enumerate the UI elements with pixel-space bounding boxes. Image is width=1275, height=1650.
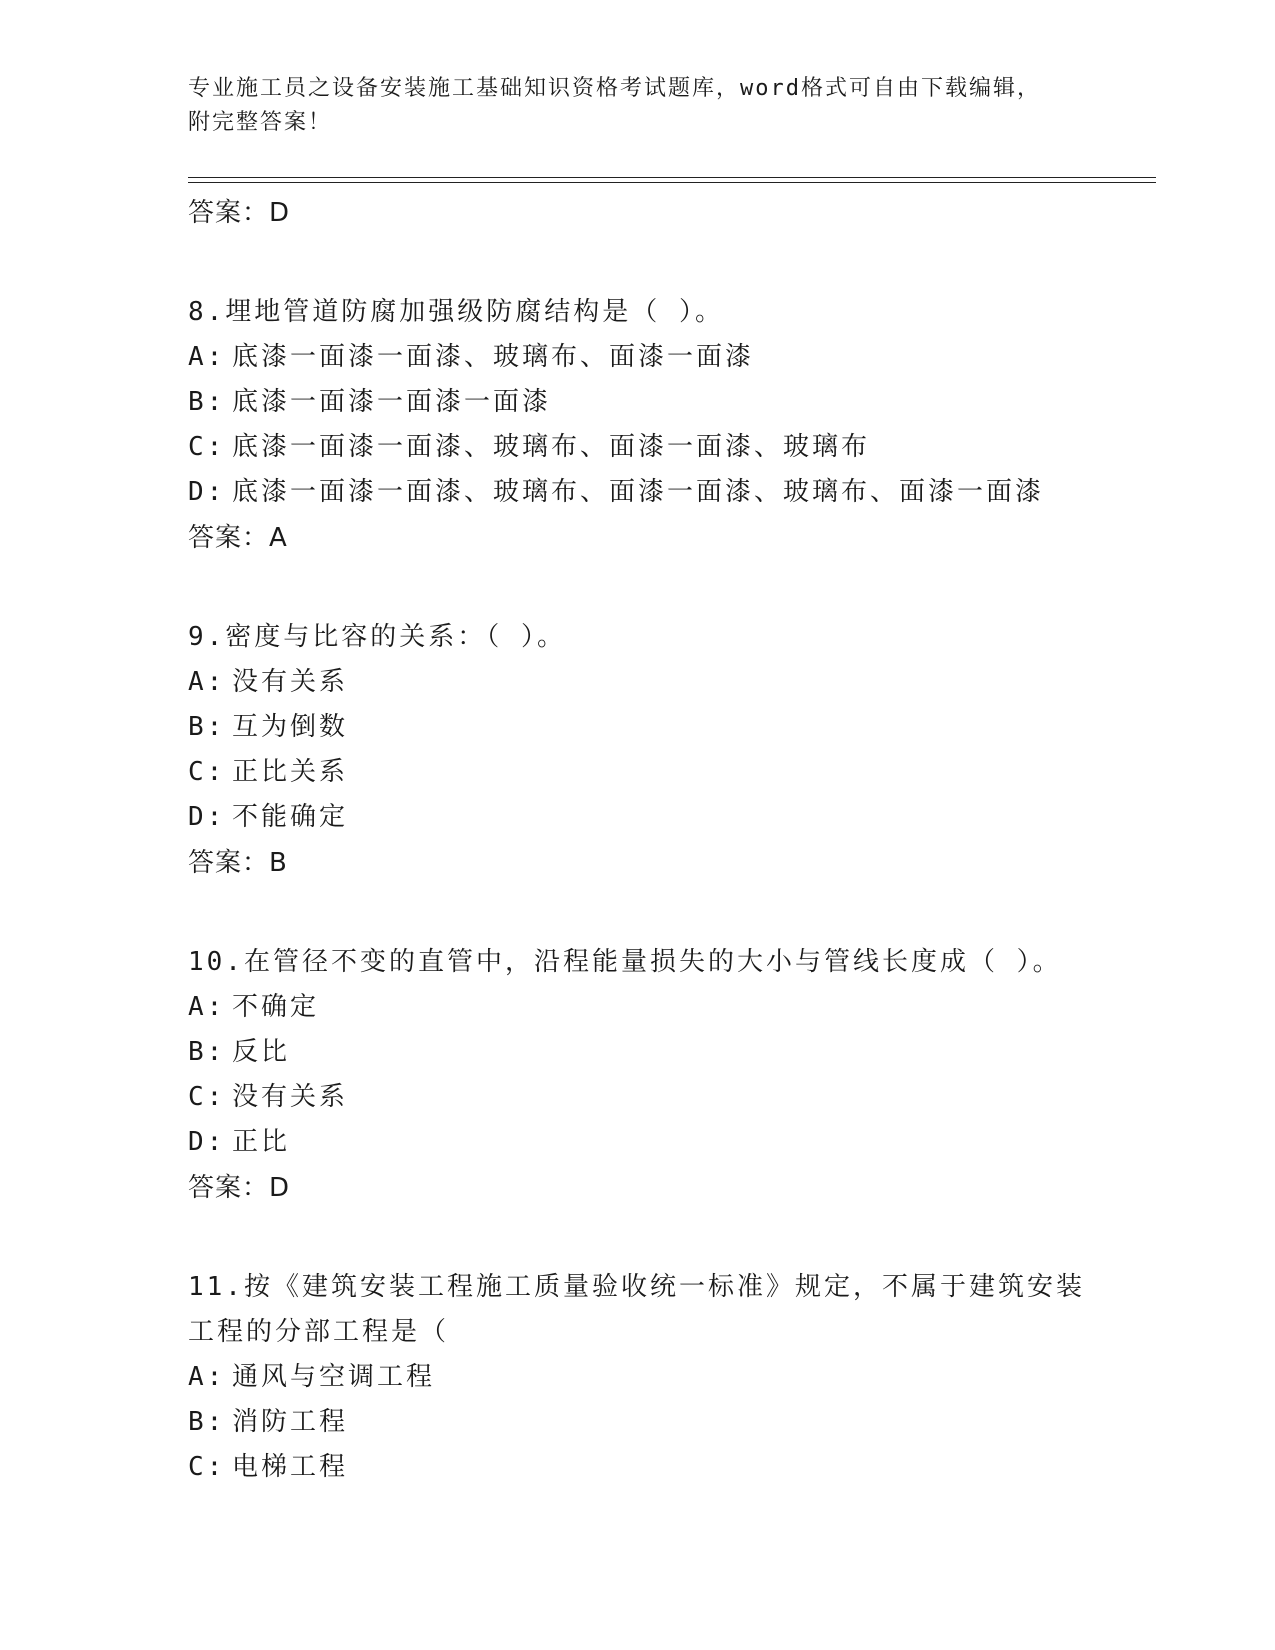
option-text: 不能确定: [232, 802, 349, 832]
option-letter: C:: [188, 432, 226, 462]
question-item: [188, 615, 1148, 886]
option-letter: A:: [188, 667, 226, 697]
option-a: [188, 660, 1148, 705]
option-a: [188, 1355, 1148, 1400]
option-d: [188, 470, 1148, 515]
option-letter: B:: [188, 712, 226, 742]
option-b: [188, 1030, 1148, 1075]
header-rule-bottom: [188, 182, 1156, 183]
answer-line: 答案：A: [188, 523, 288, 553]
question-item: [188, 940, 1148, 1211]
option-b: [188, 380, 1148, 425]
option-text: 反比: [232, 1037, 291, 1067]
option-text: 不确定: [232, 992, 320, 1022]
question-item: [188, 1265, 1148, 1490]
header-rule-top: [188, 177, 1156, 178]
option-letter: C:: [188, 1082, 226, 1112]
option-d: [188, 795, 1148, 840]
option-letter: A:: [188, 1362, 226, 1392]
question-stem: 9.密度与比容的关系：（ ）。: [188, 622, 566, 652]
question-item: [188, 290, 1148, 561]
answer-line: 答案：B: [188, 848, 288, 878]
option-text: 正比: [232, 1127, 291, 1157]
option-text: 没有关系: [232, 1082, 349, 1112]
option-text: 底漆一面漆一面漆、玻璃布、面漆一面漆: [232, 342, 755, 372]
option-letter: A:: [188, 992, 226, 1022]
option-text: 电梯工程: [232, 1452, 349, 1482]
option-b: [188, 705, 1148, 750]
option-c: [188, 1445, 1148, 1490]
option-text: 没有关系: [232, 667, 349, 697]
option-c: [188, 750, 1148, 795]
option-c: [188, 1075, 1148, 1120]
option-text: 底漆一面漆一面漆、玻璃布、面漆一面漆、玻璃布: [232, 432, 871, 462]
option-letter: B:: [188, 1037, 226, 1067]
option-letter: B:: [188, 1407, 226, 1437]
option-text: 底漆一面漆一面漆一面漆: [232, 387, 552, 417]
option-letter: D:: [188, 1127, 226, 1157]
option-letter: A:: [188, 342, 226, 372]
document-header: 专业施工员之设备安装施工基础知识资格考试题库，word格式可自由下载编辑， 附完整答案！: [188, 76, 1041, 135]
option-text: 底漆一面漆一面漆、玻璃布、面漆一面漆、玻璃布、面漆一面漆: [232, 477, 1045, 507]
option-letter: D:: [188, 802, 226, 832]
option-letter: D:: [188, 477, 226, 507]
answer-line: 答案：D: [188, 198, 291, 228]
option-text: 正比关系: [232, 757, 349, 787]
option-text: 通风与空调工程: [232, 1362, 436, 1392]
option-d: [188, 1120, 1148, 1165]
question-stem: 8.埋地管道防腐加强级防腐结构是（ ）。: [188, 297, 724, 327]
option-a: [188, 335, 1148, 380]
option-text: 互为倒数: [232, 712, 349, 742]
option-a: [188, 985, 1148, 1030]
option-c: [188, 425, 1148, 470]
question-stem: 11.按《建筑安装工程施工质量验收统一标准》规定，不属于建筑安装 工程的分部工程是（: [188, 1272, 1085, 1347]
answer-line: 答案：D: [188, 1173, 291, 1203]
option-text: 消防工程: [232, 1407, 349, 1437]
option-b: [188, 1400, 1148, 1445]
question-stem: 10.在管径不变的直管中，沿程能量损失的大小与管线长度成（ ）。: [188, 947, 1062, 977]
option-letter: B:: [188, 387, 226, 417]
option-letter: C:: [188, 1452, 226, 1482]
question-list: [188, 190, 1148, 1490]
option-letter: C:: [188, 757, 226, 787]
